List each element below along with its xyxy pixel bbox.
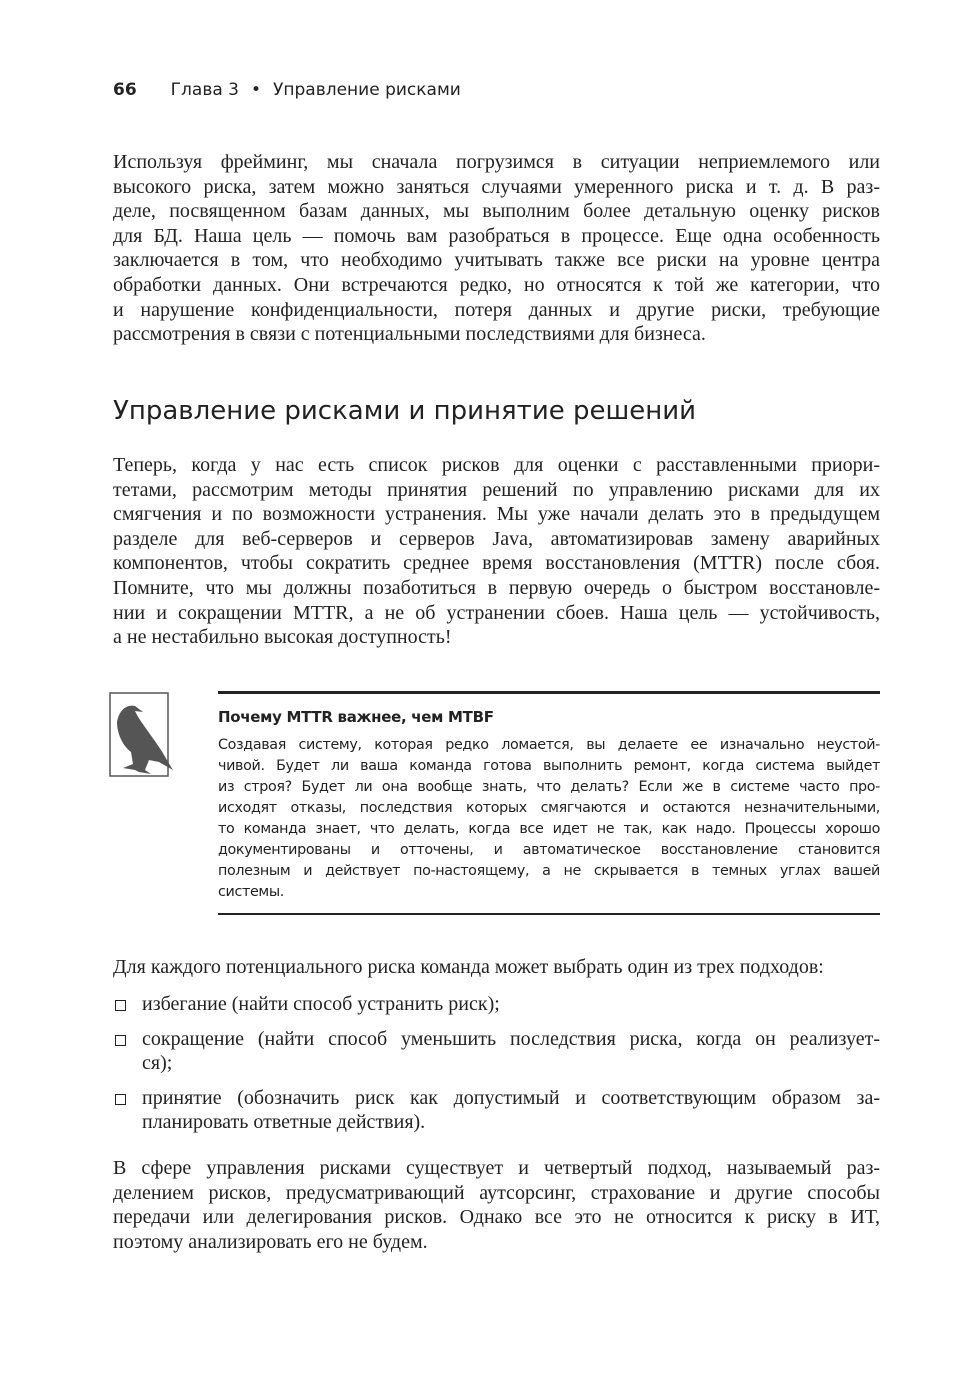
- text-line: компонентов, чтобы сократить среднее время восстановления (MTTR) после сбоя.: [113, 552, 880, 575]
- text-line: смягчения и по возможности устранения. Мы уже начали делать это в предыдущем: [113, 503, 880, 526]
- running-header: [113, 80, 461, 100]
- page-number: 66: [113, 80, 137, 100]
- text-line: нии и сокращении MTTR, а не об устранении сбоев. Наша цель — устойчивость,: [113, 601, 880, 624]
- text-line: документированы и отточены, и автоматическое восстановление становится: [218, 842, 880, 858]
- list-item: [113, 992, 880, 1017]
- text-line: для БД. Наша цель — помочь вам разобраться в процессе. Еще одна особенность: [113, 224, 880, 247]
- text-line: планировать ответные действия).: [142, 1111, 426, 1134]
- paragraph-2: [113, 453, 880, 650]
- checkbox-bullet-icon: [115, 1035, 126, 1046]
- text-line: Помните, что мы должны позаботиться в первую очередь о быстром восстановле-: [113, 576, 880, 599]
- text-line: избегание (найти способ устранить риск);: [142, 993, 500, 1015]
- approach-list: [113, 992, 880, 1145]
- text-line: тетами, рассмотрим методы принятия решений по управлению рисками для их: [113, 478, 880, 501]
- list-item: [113, 1086, 880, 1135]
- text-line: ся);: [142, 1052, 173, 1075]
- note-body: [218, 735, 880, 903]
- text-line: системы.: [218, 884, 284, 900]
- text-line: заключается в том, что необходимо учитывать также все риски на уровне центра: [113, 249, 880, 272]
- note-box: [218, 691, 880, 915]
- chapter-title: Управление рисками: [273, 80, 461, 100]
- text-line: из строя? Будет ли она вообще знать, что делать? Если же в системе часто про-: [218, 779, 880, 795]
- text-line: а не нестабильно высокая доступность!: [113, 626, 452, 649]
- paragraph-3: [113, 955, 880, 980]
- text-line: Для каждого потенциального риска команда может выбрать один из трех подходов:: [113, 956, 824, 978]
- text-line: Используя фрейминг, мы сначала погрузимся в ситуации неприемлемого или: [113, 151, 880, 173]
- text-line: то команда знает, что делать, когда все идет не так, как надо. Процессы хорошо: [218, 821, 880, 837]
- checkbox-bullet-icon: [115, 1000, 126, 1011]
- text-line: Создавая систему, которая редко ломается, вы делаете ее изначально неустой-: [218, 737, 880, 753]
- checkbox-bullet-icon: [115, 1094, 126, 1105]
- list-item: [113, 1027, 880, 1076]
- paragraph-1: [113, 150, 880, 347]
- text-line: высокого риска, затем можно заняться случаями умеренного риска и т. д. В раз-: [113, 175, 880, 198]
- section-heading: Управление рисками и принятие решений: [113, 396, 697, 426]
- text-line: исходят отказы, последствия которых смягчаются и остаются незначительными,: [218, 800, 880, 816]
- text-line: В сфере управления рисками существует и четвертый подход, называемый раз-: [113, 1157, 880, 1179]
- text-line: разделе для веб-серверов и серверов Java, автоматизировав замену аварийных: [113, 527, 880, 550]
- paragraph-4: [113, 1156, 880, 1254]
- text-line: передачи или делегирования рисков. Однако все это не относится к риску в ИТ,: [113, 1206, 880, 1229]
- text-line: чивой. Будет ли ваша команда готова выполнить ремонт, когда система выйдет: [218, 758, 880, 774]
- text-line: деле, посвященном базам данных, мы выполним более детальную оценку рисков: [113, 200, 880, 223]
- note-title: Почему MTTR важнее, чем MTBF: [218, 708, 494, 726]
- text-line: принятие (обозначить риск как допустимый и соответствующим образом за-: [142, 1086, 880, 1109]
- crow-icon: [109, 692, 181, 777]
- chapter-label: Глава 3: [170, 80, 239, 100]
- text-line: обработки данных. Они встречаются редко, но относятся к той же категории, что: [113, 273, 880, 296]
- text-line: делением рисков, предусматривающий аутсорсинг, страхование и другие способы: [113, 1181, 880, 1204]
- text-line: Теперь, когда у нас есть список рисков для оценки с расставленными приори-: [113, 454, 880, 476]
- text-line: полезным и действует по-настоящему, а не скрывается в темных углах вашей: [218, 863, 880, 879]
- text-line: сокращение (найти способ уменьшить последствия риска, когда он реализует-: [142, 1027, 880, 1050]
- text-line: рассмотрения в связи с потенциальными последствиями для бизнеса.: [113, 323, 706, 346]
- text-line: поэтому анализировать его не будем.: [113, 1230, 428, 1253]
- text-line: и нарушение конфиденциальности, потеря данных и другие риски, требующие: [113, 298, 880, 321]
- header-separator: •: [250, 80, 262, 100]
